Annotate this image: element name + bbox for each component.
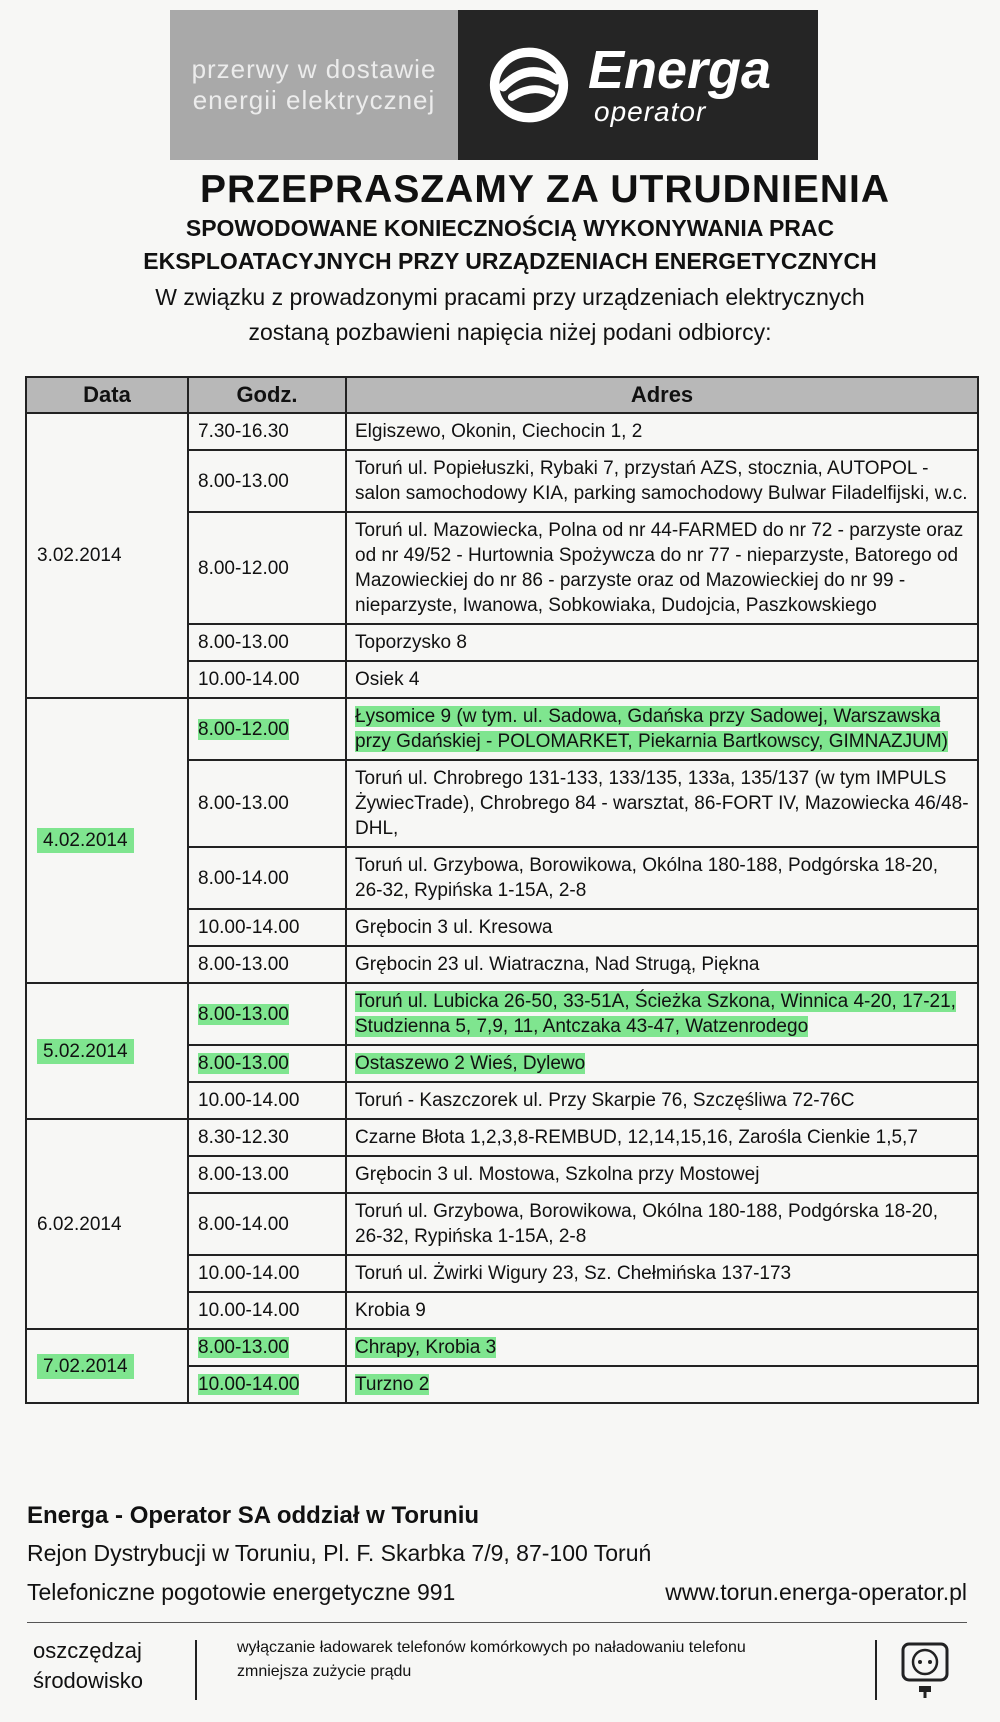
outage-address-label: Toruń - Kaszczorek ul. Przy Skarpie 76, Szczęśliwa 72-76C: [355, 1090, 855, 1111]
outage-address-label: Turzno 2: [355, 1374, 430, 1395]
outage-address-label: Ostaszewo 2 Wieś, Dylewo: [355, 1053, 586, 1074]
notice-heading: [0, 168, 1000, 348]
outage-address: [346, 983, 978, 1045]
outage-time-label: 8.30-12.30: [198, 1127, 289, 1148]
eco-text: [237, 1636, 746, 1684]
eco-title: [33, 1636, 143, 1696]
outage-table-body: [26, 413, 978, 1403]
notice-subtitle-1: SPOWODOWANE KONIECZNOŚCIĄ WYKONYWANIA PRAC: [185, 215, 835, 241]
notice-intro-2: zostaną pozbawieni napięcia niżej podani odbiorcy:: [248, 319, 772, 345]
outage-address: [346, 1366, 978, 1403]
outage-address-label: Toruń ul. Mazowiecka, Polna od nr 44-FARMED do nr 72 - parzyste oraz od nr 49/52 - Hurtownia Spożywcza do nr 77 - nieparzyste, Batorego od Mazowieckiej do nr 86 - parzyste oraz od Mazowieckiej do nr 99 - nieparzyste, Iwanowa, Sobkowiaka, Dudojcia, Paszkowskiego: [355, 520, 964, 616]
outage-time: [188, 1329, 346, 1366]
outage-time: [188, 760, 346, 847]
plug-socket-icon: [899, 1640, 951, 1700]
company-name: Energa - Operator SA oddział w Toruniu: [27, 1502, 480, 1529]
outage-address: [346, 450, 978, 512]
outage-address: [346, 661, 978, 698]
table-row: [26, 1329, 978, 1366]
outage-date: [26, 698, 188, 983]
outage-address-label: Czarne Błota 1,2,3,8-REMBUD, 12,14,15,16, Zarośla Cienkie 1,5,7: [355, 1127, 918, 1148]
footer-divider: [27, 1622, 967, 1623]
outage-time: [188, 1193, 346, 1255]
outage-address: [346, 760, 978, 847]
outage-time-label: 8.00-13.00: [198, 1053, 289, 1074]
outage-time: [188, 1255, 346, 1292]
outage-address: [346, 512, 978, 624]
outage-date: [26, 983, 188, 1119]
table-row: [26, 1119, 978, 1156]
eco-separator-2: [875, 1640, 877, 1700]
column-header-time: Godz.: [188, 377, 346, 413]
outage-address-label: Toruń ul. Chrobrego 131-133, 133/135, 133a, 135/137 (w tym IMPULS ŻywiecTrade), Chrobrego 84 - warsztat, 86-FORT IV, Mazowiecka 46/48-DHL,: [355, 768, 969, 839]
outage-time: [188, 1119, 346, 1156]
outage-time: [188, 946, 346, 983]
outage-date: [26, 1329, 188, 1403]
outage-address: [346, 1156, 978, 1193]
column-header-address: Adres: [346, 377, 978, 413]
contact-line: [27, 1579, 967, 1606]
tagline-line-1: przerwy w dostawie: [191, 54, 437, 84]
notice-subtitle-2: EKSPLOATACYJNYCH PRZY URZĄDZENIACH ENERGETYCZNYCH: [143, 248, 877, 274]
outage-time-label: 10.00-14.00: [198, 917, 300, 938]
emergency-phone: Telefoniczne pogotowie energetyczne 991: [27, 1579, 456, 1605]
outage-time-label: 8.00-13.00: [198, 1164, 289, 1185]
outage-address: [346, 1255, 978, 1292]
outage-time-label: 8.00-13.00: [198, 793, 289, 814]
outage-address-label: Elgiszewo, Okonin, Ciechocin 1, 2: [355, 421, 643, 442]
outage-time-label: 8.00-13.00: [198, 954, 289, 975]
outage-address: [346, 946, 978, 983]
outage-time-label: 10.00-14.00: [198, 1374, 300, 1395]
outage-time: [188, 450, 346, 512]
outage-date: [26, 1119, 188, 1329]
outage-address-label: Łysomice 9 (w tym. ul. Sadowa, Gdańska przy Sadowej, Warszawska przy Gdańskiej - POLOMARKET, Piekarnia Bartkowscy, GIMNAZJUM): [355, 706, 948, 752]
outage-time: [188, 698, 346, 760]
outage-address-label: Grębocin 3 ul. Kresowa: [355, 917, 553, 938]
outage-address-label: Toruń ul. Żwirki Wigury 23, Sz. Chełmińska 137-173: [355, 1263, 792, 1284]
outage-address: [346, 413, 978, 450]
outage-time-label: 8.00-13.00: [198, 470, 289, 492]
outage-time: [188, 847, 346, 909]
outage-time: [188, 1366, 346, 1403]
outage-time-label: 8.00-13.00: [198, 1003, 289, 1025]
outage-date-label: 5.02.2014: [37, 1039, 134, 1064]
outage-time-label: 8.00-13.00: [198, 632, 289, 653]
column-header-date: Data: [26, 377, 188, 413]
outage-time-label: 7.30-16.30: [198, 421, 289, 442]
outage-time-label: 8.00-13.00: [198, 1337, 289, 1358]
brand-block: [458, 10, 818, 160]
header-banner: [170, 10, 818, 160]
outage-address: [346, 698, 978, 760]
company-address: Rejon Dystrybucji w Toruniu, Pl. F. Skarbka 7/9, 87-100 Toruń: [27, 1540, 652, 1566]
outage-time-label: 8.00-12.00: [198, 718, 289, 740]
outage-time: [188, 909, 346, 946]
outage-address: [346, 1119, 978, 1156]
outage-address-label: Toruń ul. Grzybowa, Borowikowa, Okólna 180-188, Podgórska 18-20, 26-32, Rypińska 1-15A, 2-8: [355, 1201, 938, 1247]
outage-time-label: 10.00-14.00: [198, 1300, 300, 1321]
outage-address: [346, 1292, 978, 1329]
outage-address-label: Chrapy, Krobia 3: [355, 1337, 497, 1358]
eco-title-line-1: oszczędzaj: [33, 1638, 142, 1663]
eco-title-line-2: środowisko: [33, 1668, 144, 1693]
outage-date-label: 3.02.2014: [37, 545, 122, 566]
outage-time: [188, 1045, 346, 1082]
notice-intro-1: W związku z prowadzonymi pracami przy urządzeniach elektrycznych: [155, 284, 865, 310]
eco-separator: [195, 1640, 197, 1700]
outage-address: [346, 1193, 978, 1255]
outage-time-label: 10.00-14.00: [198, 1090, 300, 1111]
outage-address-label: Krobia 9: [355, 1300, 426, 1321]
outage-time-label: 8.00-14.00: [198, 867, 289, 889]
table-row: [26, 698, 978, 760]
outage-address-label: Toporzysko 8: [355, 632, 467, 653]
banner-tagline: [170, 10, 458, 160]
table-row: [26, 413, 978, 450]
website-link[interactable]: www.torun.energa-operator.pl: [665, 1579, 967, 1605]
outage-date-label: 7.02.2014: [37, 1354, 134, 1379]
outage-address-label: Toruń ul. Lubicka 26-50, 33-51A, Ścieżka Szkona, Winnica 4-20, 17-21, Studzienna 5, 7,9, 11, Antczaka 43-47, Watzenrodego: [355, 991, 956, 1037]
eco-text-line-2: zmniejsza zużycie prądu: [237, 1663, 412, 1680]
outage-date: [26, 413, 188, 698]
outage-time-label: 8.00-12.00: [198, 557, 289, 579]
outage-address: [346, 1045, 978, 1082]
eco-text-line-1: wyłączanie ładowarek telefonów komórkowych po naładowaniu telefonu: [237, 1639, 746, 1656]
outage-time: [188, 983, 346, 1045]
eco-tip: [27, 1636, 967, 1706]
outage-address-label: Grębocin 3 ul. Mostowa, Szkolna przy Mostowej: [355, 1164, 760, 1185]
outage-address: [346, 847, 978, 909]
brand-name: Energa: [588, 40, 772, 100]
outage-time-label: 10.00-14.00: [198, 669, 300, 690]
outage-time-label: 8.00-14.00: [198, 1213, 289, 1235]
outage-address: [346, 1329, 978, 1366]
outage-time: [188, 661, 346, 698]
outage-address-label: Toruń ul. Grzybowa, Borowikowa, Okólna 180-188, Podgórska 18-20, 26-32, Rypińska 1-15A, 2-8: [355, 855, 938, 901]
outage-address: [346, 1082, 978, 1119]
outage-address-label: Grębocin 23 ul. Wiatraczna, Nad Strugą, Piękna: [355, 954, 760, 975]
outage-address-label: Osiek 4: [355, 669, 420, 690]
tagline-line-2: energii elektrycznej: [192, 85, 436, 115]
outage-date-label: 6.02.2014: [37, 1213, 122, 1235]
table-row: [26, 983, 978, 1045]
outage-time: [188, 413, 346, 450]
outage-time: [188, 1082, 346, 1119]
outage-time-label: 10.00-14.00: [198, 1263, 300, 1284]
outage-date-label: 4.02.2014: [37, 828, 134, 853]
outage-time: [188, 1292, 346, 1329]
outage-address: [346, 624, 978, 661]
table-header-row: [26, 377, 978, 413]
energa-logo-icon: [486, 42, 572, 128]
brand-sub: operator: [594, 96, 707, 127]
notice-title: PRZEPRASZAMY ZA UTRUDNIENIA: [199, 168, 891, 211]
outage-address-label: Toruń ul. Popiełuszki, Rybaki 7, przystań AZS, stocznia, AUTOPOL - salon samochodowy KIA, parking samochodowy Bulwar Filadelfijski, w.c.: [355, 458, 968, 504]
outage-address: [346, 909, 978, 946]
outage-table: [25, 376, 979, 1404]
outage-time: [188, 1156, 346, 1193]
outage-time: [188, 512, 346, 624]
outage-time: [188, 624, 346, 661]
